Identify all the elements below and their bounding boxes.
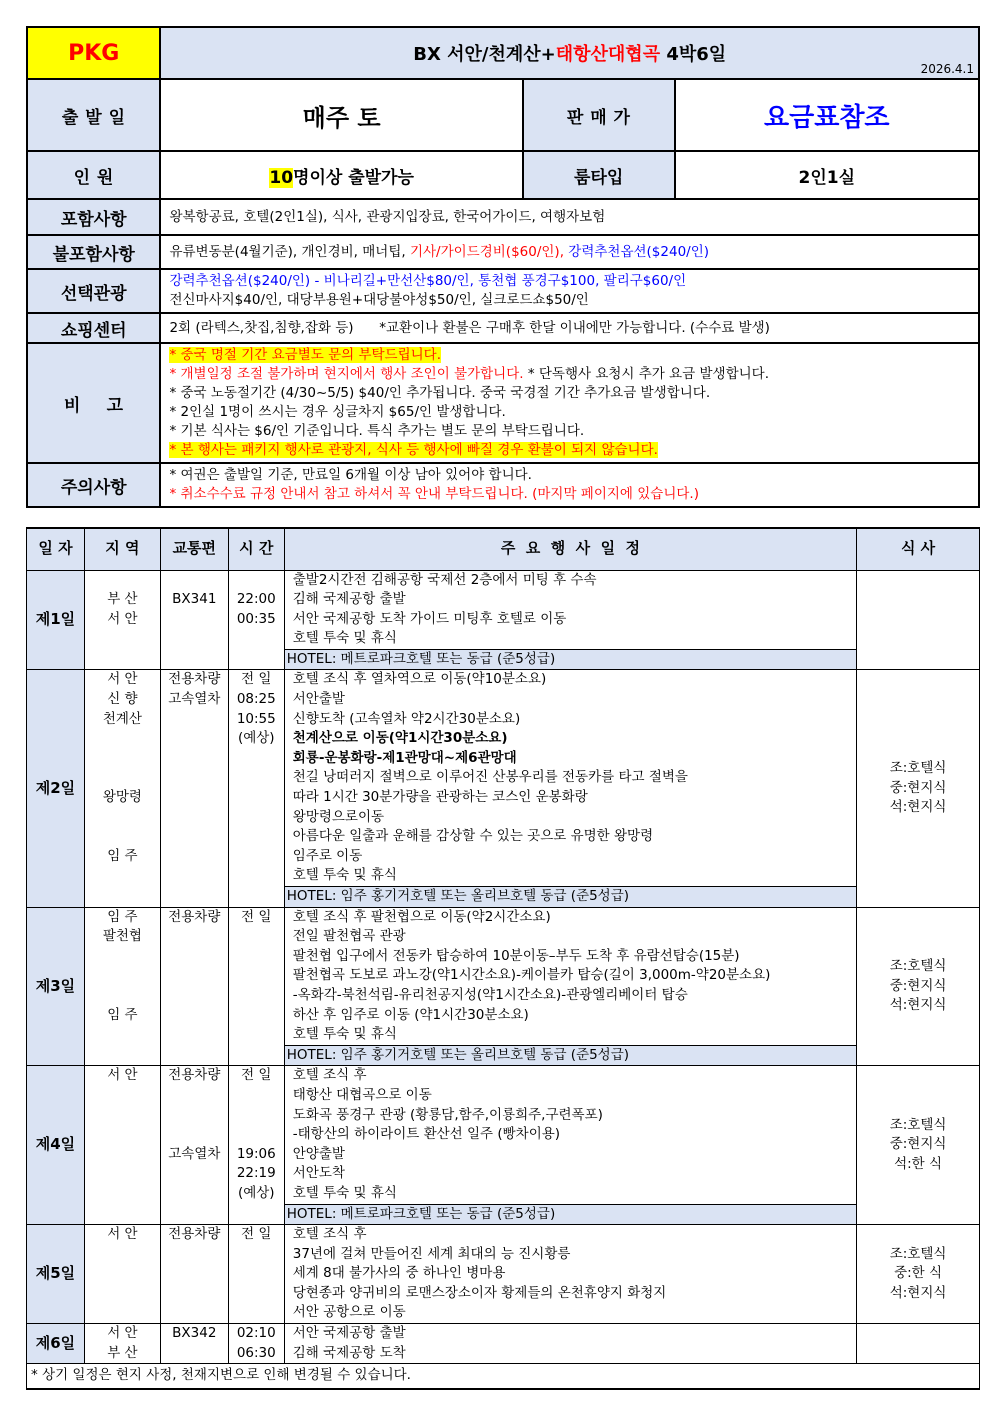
schedule-row — [27, 670, 980, 907]
itinerary-line: 따라 1시간 30분가량을 관광하는 코스인 운봉화랑 — [292, 789, 588, 806]
itinerary-line: 37년에 걸쳐 만들어진 세계 최대의 능 진시황릉 — [292, 1245, 571, 1262]
itinerary-line: 아름다운 일출과 운해를 감상할 수 있는 곳으로 유명한 왕망령 — [292, 828, 654, 845]
itinerary-line: 호텔 조식 후 팔천협으로 이동(약2시간소요) — [292, 908, 551, 925]
itinerary-line: 천계산으로 이동(약1시간30분소요) — [292, 730, 508, 747]
day-time: 전 일 19:06 22:19 (예상) — [228, 1066, 284, 1225]
day-transport: 전용차량 고속열차 — [160, 670, 228, 907]
day-region: 임 주 팔천협 임 주 — [84, 907, 160, 1066]
day-itinerary — [284, 907, 856, 1066]
day-transport: BX341 — [160, 570, 228, 670]
day-transport: 전용차량 고속열차 — [160, 1066, 228, 1225]
itinerary-line: 서안 국제공항 출발 — [292, 1325, 406, 1342]
hotel-info: HOTEL: 메트로파크호텔 또는 동급 (준5성급) — [285, 649, 856, 670]
issue-date: 2026.4.1 — [920, 62, 974, 76]
itinerary-line: 신향도착 (고속열차 약2시간30분소요) — [292, 710, 521, 727]
itinerary-line: 김해 국제공항 도착 — [292, 1344, 406, 1361]
day-label: 제6일 — [27, 1324, 85, 1364]
hotel-info: HOTEL: 메트로파크호텔 또는 동급 (준5성급) — [285, 1204, 856, 1225]
day-meal — [857, 570, 980, 670]
itinerary-line: 호텔 투숙 및 휴식 — [292, 867, 397, 884]
exclude-value: 유류변동분(4월기준), 개인경비, 매너팁, 기사/가이드경비($60/인), 강력추천옵션($240/인) — [160, 235, 979, 269]
itinerary-line: 도화곡 풍경구 관광 (황룡담,함주,이룡희주,구련폭포) — [292, 1106, 603, 1123]
day-itinerary — [284, 670, 856, 907]
day-region: 부 산 서 안 — [84, 570, 160, 670]
day-region: 서 안 — [84, 1066, 160, 1225]
itinerary-line: 당현종과 양귀비의 로맨스장소이자 황제들의 온천휴양지 화청지 — [292, 1284, 667, 1301]
day-region: 서 안 부 산 — [84, 1324, 160, 1364]
day-meal: 조:호텔식 중:한 식 석:현지식 — [857, 1225, 980, 1324]
itinerary-line: 서안 공항으로 이동 — [292, 1304, 406, 1321]
day-time: 전 일 08:25 10:55 (예상) — [228, 670, 284, 907]
itinerary-line: 서안도착 — [292, 1165, 345, 1182]
itinerary-line: 호텔 조식 후 — [292, 1067, 367, 1084]
day-label: 제2일 — [27, 670, 85, 907]
day-meal: 조:호텔식 중:현지식 석:한 식 — [857, 1066, 980, 1225]
day-meal: 조:호텔식 중:현지식 석:현지식 — [857, 670, 980, 907]
hotel-info: HOTEL: 임주 홍기거호텔 또는 올리브호텔 동급 (준5성급) — [285, 886, 856, 907]
itinerary-line: 하산 후 임주로 이동 (약1시간30분소요) — [292, 1006, 529, 1023]
itinerary-line: 태항산 대협곡으로 이동 — [292, 1086, 432, 1103]
schedule-row — [27, 1225, 980, 1324]
exclude-label: 불포함사항 — [27, 235, 160, 269]
day-label: 제4일 — [27, 1066, 85, 1225]
itinerary-line: 회룡-운봉화랑-제1관망대~제6관망대 — [292, 749, 517, 766]
option-value: 강력추천옵션($240/인) - 비나리길+만선산$80/인, 통천협 풍경구$100, 팔리구$60/인 전신마사지$40/인, 대당부용원+대당불야성$50/인, 실크로드쇼$50/인 — [160, 269, 979, 313]
room-label: 룸타입 — [523, 151, 675, 199]
schedule-row — [27, 907, 980, 1066]
footnote: * 상기 일정은 현지 사정, 천재지변으로 인해 변경될 수 있습니다. — [27, 1364, 980, 1389]
day-time: 전 일 — [228, 1225, 284, 1324]
col-itinerary: 주 요 행 사 일 정 — [284, 528, 856, 570]
itinerary-line: 호텔 투숙 및 휴식 — [292, 630, 397, 647]
col-time: 시 간 — [228, 528, 284, 570]
itinerary-line: 서안 국제공항 도착 가이드 미팅후 호텔로 이동 — [292, 610, 567, 627]
pkg-badge: PKG — [27, 27, 160, 79]
itinerary-line: 호텔 조식 후 — [292, 1226, 367, 1243]
day-itinerary — [284, 570, 856, 670]
people-value: 10명이상 출발가능 — [160, 151, 522, 199]
notice-label: 주의사항 — [27, 463, 160, 507]
day-meal — [857, 1324, 980, 1364]
day-time: 전 일 — [228, 907, 284, 1066]
itinerary-line: 안양출발 — [292, 1145, 345, 1162]
schedule-row — [27, 1324, 980, 1364]
day-time: 02:10 06:30 — [228, 1324, 284, 1364]
include-value: 왕복항공료, 호텔(2인1실), 식사, 관광지입장료, 한국어가이드, 여행자보험 — [160, 199, 979, 235]
itinerary-line: 호텔 투숙 및 휴식 — [292, 1184, 397, 1201]
page-title: BX 서안/천계산+태항산대협곡 4박6일 2026.4.1 — [160, 27, 979, 79]
day-label: 제1일 — [27, 570, 85, 670]
info-table — [26, 26, 980, 508]
day-transport: 전용차량 — [160, 907, 228, 1066]
itinerary-line: 임주로 이동 — [292, 847, 363, 864]
col-transport: 교통편 — [160, 528, 228, 570]
itinerary-line: 팔천협곡 도보로 과노강(약1시간소요)-케이블카 탑승(길이 3,000m-약20분소요) — [292, 967, 771, 984]
notice-list: * 여권은 출발일 기준, 만료일 6개월 이상 남아 있어야 합니다. * 취소수수료 규정 안내서 참고 하셔서 꼭 안내 부탁드립니다. (마지막 페이지에 있습니다.) — [160, 463, 979, 507]
schedule-table — [26, 527, 980, 1390]
itinerary-line: 천길 낭떠러지 절벽으로 이루어진 산봉우리를 전동카를 타고 절벽을 — [292, 769, 688, 786]
day-time: 22:00 00:35 — [228, 570, 284, 670]
people-label: 인 원 — [27, 151, 160, 199]
day-transport: 전용차량 — [160, 1225, 228, 1324]
schedule-row — [27, 570, 980, 670]
day-label: 제3일 — [27, 907, 85, 1066]
col-meal: 식 사 — [857, 528, 980, 570]
price-label: 판 매 가 — [523, 79, 675, 151]
hotel-info: HOTEL: 임주 홍기거호텔 또는 올리브호텔 동급 (준5성급) — [285, 1045, 856, 1066]
option-label: 선택관광 — [27, 269, 160, 313]
day-itinerary — [284, 1324, 856, 1364]
itinerary-line: 출발2시간전 김해공항 국제선 2층에서 미팅 후 수속 — [292, 571, 597, 588]
itinerary-line: 김해 국제공항 출발 — [292, 591, 406, 608]
departure-label: 출 발 일 — [27, 79, 160, 151]
day-itinerary — [284, 1225, 856, 1324]
day-region: 서 안 신 향 천계산 왕망령 임 주 — [84, 670, 160, 907]
price-value: 요금표참조 — [675, 79, 979, 151]
include-label: 포함사항 — [27, 199, 160, 235]
day-label: 제5일 — [27, 1225, 85, 1324]
day-meal: 조:호텔식 중:현지식 석:현지식 — [857, 907, 980, 1066]
itinerary-line: 왕망령으로이동 — [292, 808, 385, 825]
itinerary-line: -옥화각-북천석림-유리천공지성(약1시간소요)-관광엘리베이터 탑승 — [292, 986, 688, 1003]
col-day: 일 자 — [27, 528, 85, 570]
room-value: 2인1실 — [675, 151, 979, 199]
itinerary-line: 서안출발 — [292, 691, 345, 708]
itinerary-line: 호텔 조식 후 열차역으로 이동(약10분소요) — [292, 671, 547, 688]
departure-value: 매주 토 — [160, 79, 522, 151]
day-itinerary — [284, 1066, 856, 1225]
itinerary-line: 호텔 투숙 및 휴식 — [292, 1026, 397, 1043]
day-transport: BX342 — [160, 1324, 228, 1364]
itinerary-line: -태항산의 하이라이트 환산선 일주 (빵차이용) — [292, 1126, 561, 1143]
remark-label: 비 고 — [27, 343, 160, 463]
col-region: 지 역 — [84, 528, 160, 570]
itinerary-line: 팔천협 입구에서 전동카 탑승하여 10분이동–부두 도착 후 유람선탑승(15분) — [292, 947, 740, 964]
shopping-label: 쇼핑센터 — [27, 313, 160, 343]
schedule-row — [27, 1066, 980, 1225]
shopping-value: 2회 (라텍스,찻집,침향,잡화 등) *교환이나 환불은 구매후 한달 이내에만 가능합니다. (수수료 발생) — [160, 313, 979, 343]
itinerary-line: 전일 팔천협곡 관광 — [292, 928, 406, 945]
itinerary-line: 세계 8대 불가사의 중 하나인 병마용 — [292, 1265, 506, 1282]
day-region: 서 안 — [84, 1225, 160, 1324]
remark-list: * 중국 명절 기간 요금별도 문의 부탁드립니다. * 개별일정 조절 불가하며 현지에서 행사 조인이 불가합니다. * 단독행사 요청시 추가 요금 발생합니다. * 중국 노동절기간 (4/30~5/5) $40/인 추가됩니다. 중국 국경절 기간 추가요금 발생합니다. * 2인실 1명이 쓰시는 경우 싱글차지 $65/인 발생합니다. * 기본 식사는 $6/인 기준입니다. 특식 추가는 별도 문의 부탁드립니다. * 본 행사는 패키지 행사로 관광지, 식사 등 행사에 빠질 경우 환불이 되지 않습니다. — [160, 343, 979, 463]
